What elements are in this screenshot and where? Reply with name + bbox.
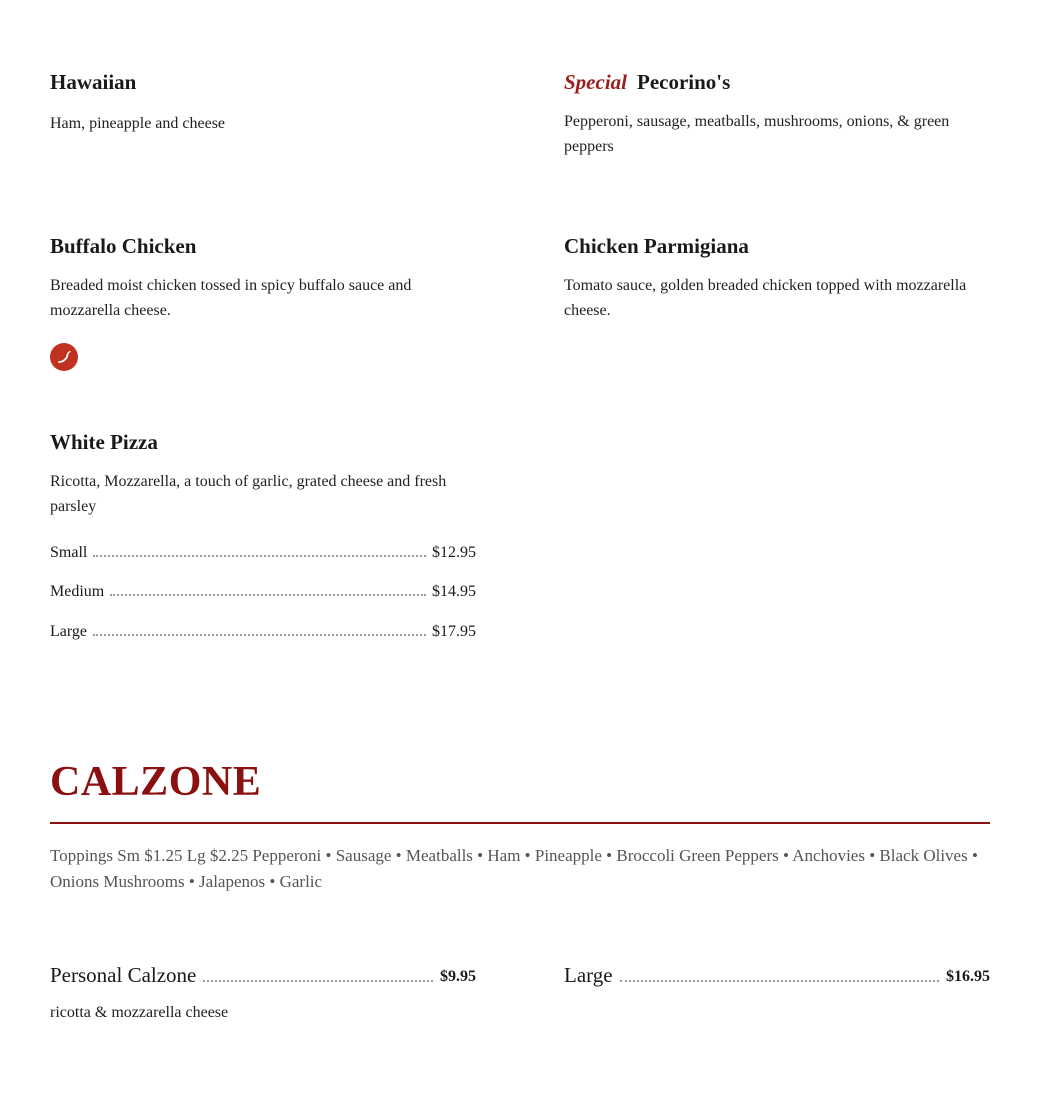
dot-leader xyxy=(203,980,433,982)
item-title: Hawaiian xyxy=(50,70,137,94)
price: $9.95 xyxy=(440,968,476,985)
section-divider xyxy=(50,822,990,824)
dot-leader xyxy=(93,634,426,636)
menu-item-hawaiian xyxy=(50,68,478,136)
item-description: Pepperoni, sausage, meatballs, mushrooms, onions, & green peppers xyxy=(564,113,950,155)
price-row-small xyxy=(50,540,476,562)
price: $17.95 xyxy=(432,623,476,640)
calzone-item-personal xyxy=(50,958,476,988)
size-label: Large xyxy=(50,623,88,640)
item-description: Ham, pineapple and cheese xyxy=(50,115,226,132)
item-name: Personal Calzone xyxy=(50,963,197,987)
item-name: Large xyxy=(564,963,613,987)
dot-leader xyxy=(110,594,426,596)
item-description: Ricotta, Mozzarella, a touch of garlic, grated cheese and fresh parsley xyxy=(50,473,447,515)
size-label: Small xyxy=(50,544,88,561)
item-title: Chicken Parmigiana xyxy=(564,234,749,258)
item-description: ricotta & mozzarella cheese xyxy=(50,1004,229,1021)
item-description: Tomato sauce, golden breaded chicken topped with mozzarella cheese. xyxy=(564,277,967,319)
dot-leader xyxy=(93,555,426,557)
price-row-large xyxy=(50,619,476,641)
menu-item-pecorinos xyxy=(564,68,992,159)
toppings-note: Toppings Sm $1.25 Lg $2.25 Pepperoni • Sausage • Meatballs • Ham • Pineapple • Broccoli Green Peppers • Anchovies • Black Olives • Onions Mushrooms • Jalapenos • Garlic xyxy=(50,846,978,891)
chili-pepper-icon xyxy=(50,343,78,371)
item-title-text: Pecorino's xyxy=(637,70,731,94)
menu-item-chicken-parmigiana xyxy=(564,232,992,323)
dot-leader xyxy=(620,980,939,982)
price: $14.95 xyxy=(432,583,476,600)
menu-item-white-pizza xyxy=(50,428,478,519)
calzone-item-large xyxy=(564,958,990,988)
price-row-medium xyxy=(50,579,476,601)
item-title: White Pizza xyxy=(50,430,158,454)
size-label: Medium xyxy=(50,583,105,600)
item-description: Breaded moist chicken tossed in spicy buffalo sauce and mozzarella cheese. xyxy=(50,277,412,319)
price: $16.95 xyxy=(946,968,990,985)
menu-item-buffalo-chicken xyxy=(50,232,478,323)
price: $12.95 xyxy=(432,544,476,561)
item-title xyxy=(564,68,992,96)
section-heading-calzone: CALZONE xyxy=(50,759,262,805)
item-title: Buffalo Chicken xyxy=(50,234,197,258)
special-badge: Special xyxy=(564,70,627,94)
